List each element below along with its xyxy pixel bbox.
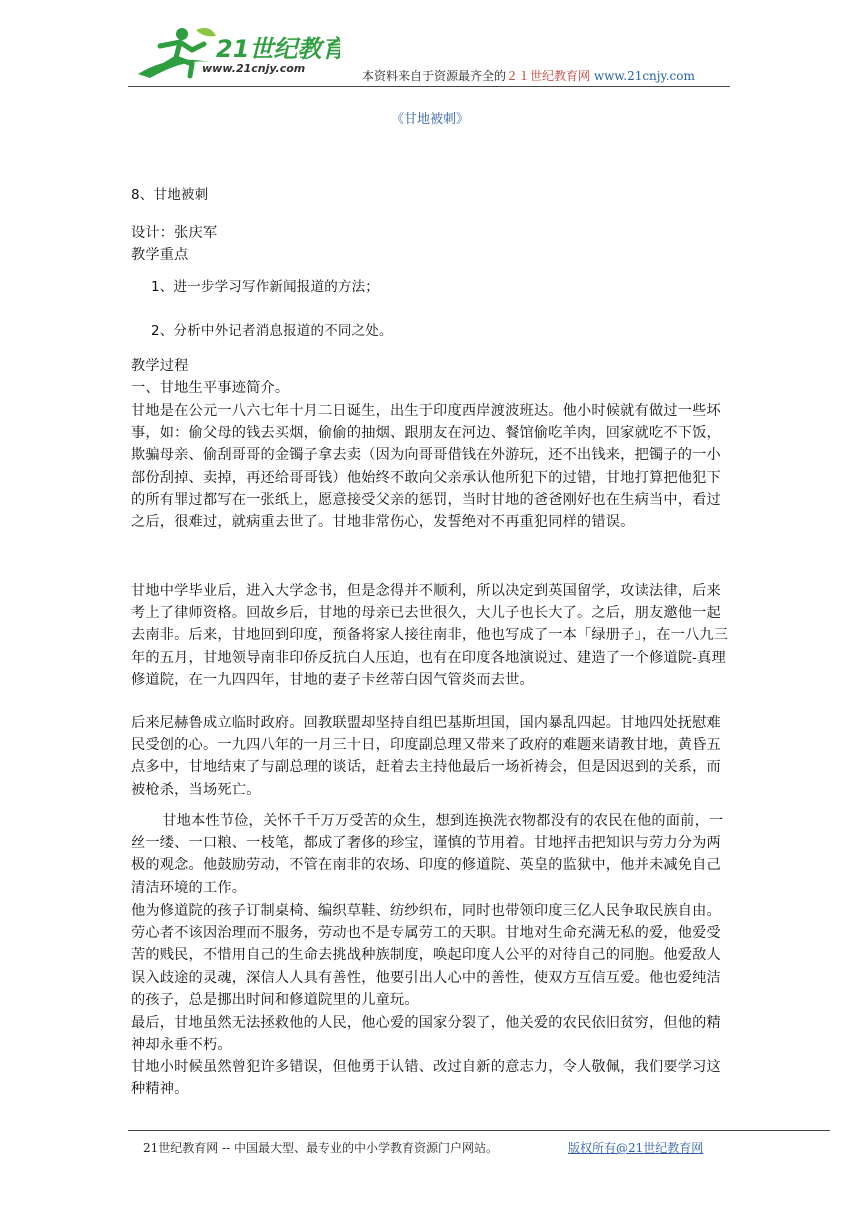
header-source-prefix: 本资料来自于资源最齐全的 [362, 69, 507, 83]
site-logo[interactable] [130, 24, 340, 86]
header-divider [128, 86, 730, 87]
svg-text:www.21cnjy.com: www.21cnjy.com [202, 62, 306, 75]
paragraph: 他为修道院的孩子订制桌椅、编织草鞋、纺纱织布，同时也带领印度三亿人民争取民族自由。劳心者不该因治理而不服务，劳动也不是专属劳工的天职。甘地对生命充满无私的爱，他爱受苦的贱民，不惜用自己的生命去挑战种族制度，唤起印度人公平的对待自己的同胞。他爱敌人误入歧途的灵魂，深信人人具有善性，他要引出人心中的善性，使双方互信互爱。他也爱纯洁的孩子，总是挪出时间和修道院里的儿童玩。 [131, 903, 721, 1008]
paragraph: 后来尼赫鲁成立临时政府。回教联盟却坚持自组巴基斯坦国，国内暴乱四起。甘地四处抚慰难民受创的心。一九四八年的一月三十日，印度副总理又带来了政府的难题来请教甘地，黄昏五点多中，甘地结束了与副总理的谈话，赶着去主持他最后一场祈祷会，但是因迟到的关系，而被枪杀，当场死亡。 [131, 715, 721, 798]
section-heading: 一、甘地生平事迹简介。 [131, 380, 290, 396]
runner-logo-icon [130, 24, 340, 86]
document-title: 《甘地被刺》 [390, 112, 469, 127]
designer-line: 设计：张庆军 [131, 225, 218, 241]
key-point-item: 1、进一步学习写作新闻报道的方法； [151, 279, 379, 295]
paragraph: 甘地是在公元一八六七年十月二日诞生，出生于印度西岸渡波班达。他小时候就有做过一些坏事，如：偷父母的钱去买烟，偷偷的抽烟、跟朋友在河边、餐馆偷吃羊肉，回家就吃不下饭，欺骗母亲、偷刮哥哥的金镯子拿去卖（因为向哥哥借钱在外游玩，还不出钱来，把镯子的一小部份刮掉、卖掉，再还给哥哥钱）他始终不敢向父亲承认他所犯下的过错，甘地打算把他犯下的所有罪过都写在一张纸上，愿意接受父亲的惩罚，当时甘地的爸爸刚好也在生病当中，看过之后，很难过，就病重去世了。甘地非常伤心，发誓绝对不再重犯同样的错误。 [131, 403, 721, 531]
header-source-line [362, 67, 695, 84]
header-source-link[interactable]: www.21cnjy.com [593, 69, 695, 83]
paragraph: 甘地本性节俭，关怀千千万万受苦的众生，想到连换洗衣物都没有的农民在他的面前，一丝一缕、一口粮、一枝笔，都成了奢侈的珍宝，谨慎的节用着。甘地抨击把知识与劳力分为两极的观念。他鼓励劳动，不管在南非的农场、印度的修道院、英皇的监狱中，他并未减免自己清洁环境的工作。 [131, 813, 724, 896]
paragraph: 最后，甘地虽然无法拯救他的人民，他心爱的国家分裂了，他关爱的农民依旧贫穷，但他的精神却永垂不朽。 [131, 1015, 721, 1054]
svg-text:21世纪教育: 21世纪教育 [216, 35, 340, 63]
lesson-heading: 8、甘地被刺 [131, 187, 209, 203]
paragraph: 甘地小时候虽然曾犯许多错误，但他勇于认错、改过自新的意志力，令人敬佩，我们要学习这种精神。 [131, 1059, 721, 1098]
copyright-link[interactable]: 版权所有@21世纪教育网 [568, 1141, 704, 1155]
process-heading: 教学过程 [131, 358, 189, 374]
header-source-site: ２１世纪教育网 [506, 69, 591, 83]
paragraph: 甘地中学毕业后，进入大学念书，但是念得并不顺利，所以决定到英国留学，攻读法律，后来考上了律师资格。回故乡后，甘地的母亲已去世很久，大儿子也长大了。之后，朋友邀他一起去南非。后来，甘地回到印度，预备将家人接往南非，他也写成了一本「绿册子」，在一八九三年的五月，甘地领导南非印侨反抗白人压迫，也有在印度各地演说过、建造了一个修道院-真理修道院，在一九四四年，甘地的妻子卡丝蒂白因气管炎而去世。 [131, 583, 729, 688]
key-points-heading: 教学重点 [131, 247, 189, 263]
footer-text: 21世纪教育网 -- 中国最大型、最专业的中小学教育资源门户网站。 [143, 1141, 499, 1155]
key-point-item: 2、分析中外记者消息报道的不同之处。 [151, 323, 393, 339]
footer-divider [128, 1130, 830, 1131]
